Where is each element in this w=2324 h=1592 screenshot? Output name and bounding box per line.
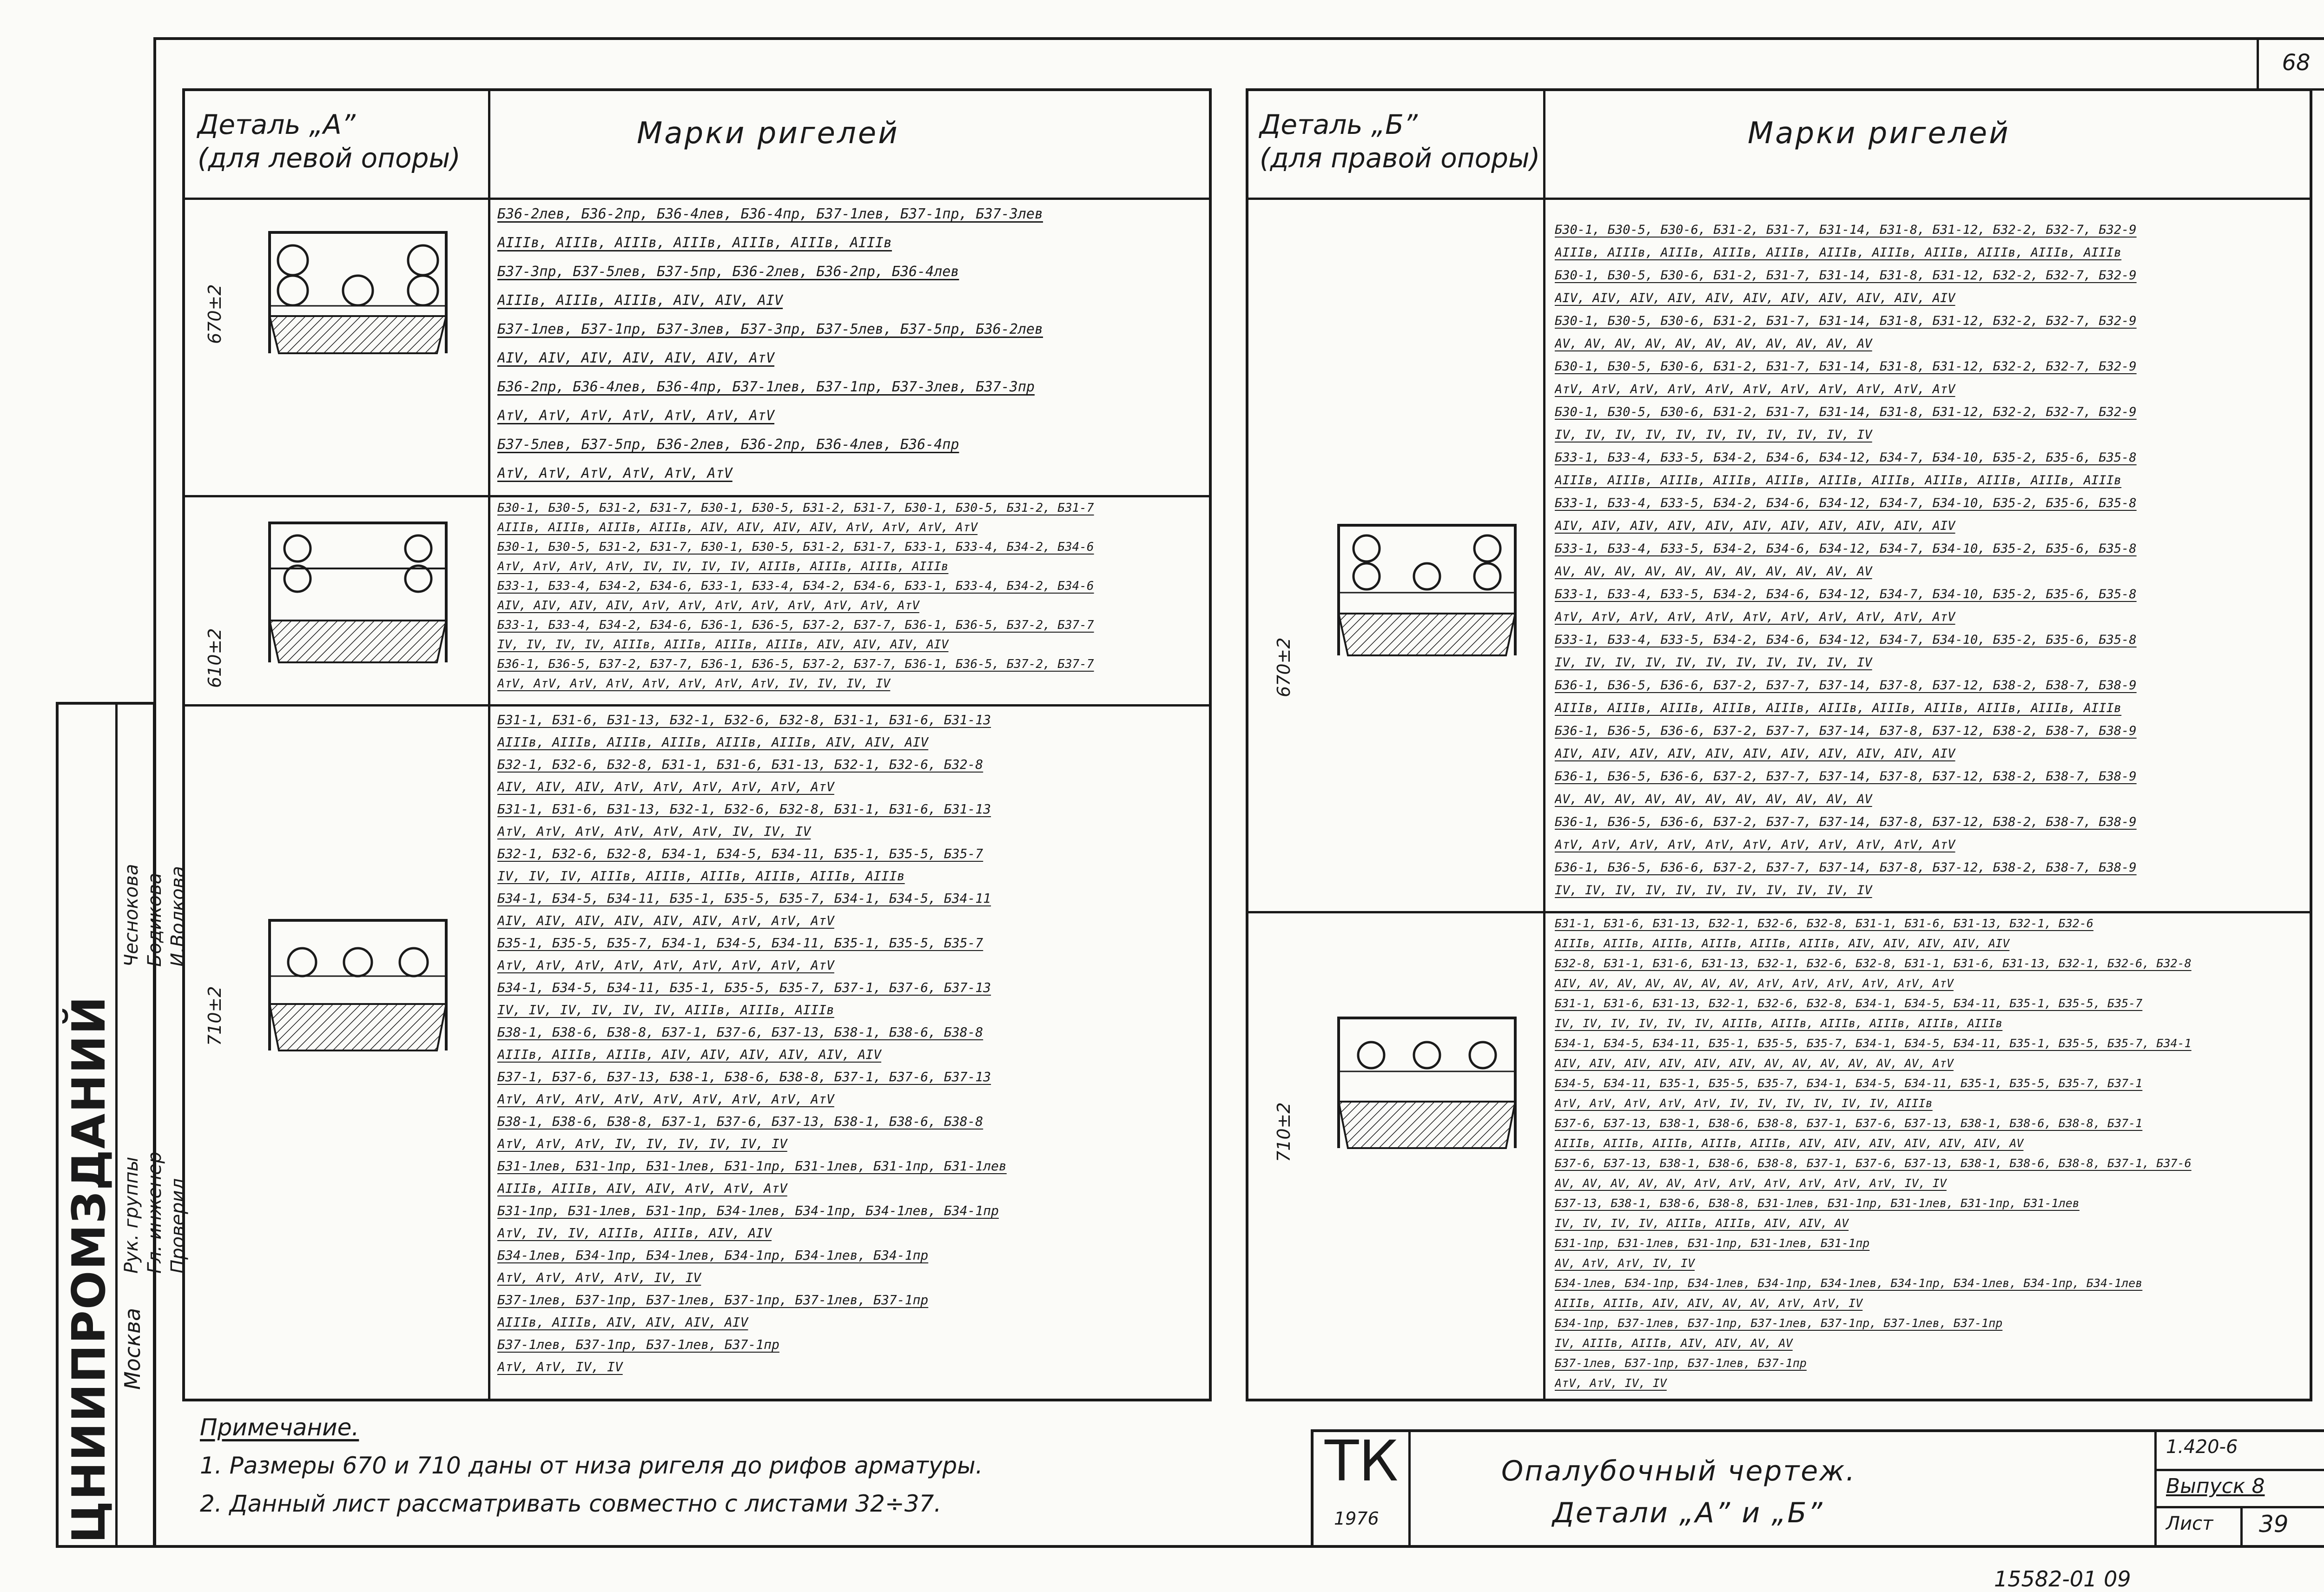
right-710-line: Б34-1лев, Б34-1пр, Б34-1лев, Б34-1пр, Б34-1лев, Б34-1пр, Б34-1лев, Б34-1пр, Б34-1лев — [1555, 1276, 2143, 1290]
sheet-no: 39 — [2259, 1511, 2289, 1538]
right-710-line: АтV, АтV, IV, IV — [1555, 1376, 1667, 1390]
right-670-line: Б33-1, Б33-4, Б33-5, Б34-2, Б34-6, Б34-12, Б34-7, Б34-10, Б35-2, Б35-6, Б35-8 — [1555, 496, 2137, 510]
right-710-line: Б37-13, Б38-1, Б38-6, Б38-8, Б31-1лев, Б31-1пр, Б31-1лев, Б31-1пр, Б31-1лев — [1555, 1196, 2080, 1210]
left-670-line — [497, 488, 1204, 493]
left-670-line: Б37-5лев, Б37-5пр, Б36-2лев, Б36-2пр, Б36-4лев, Б36-4пр — [497, 436, 959, 453]
right-710-line: АIIIв, АIIIв, АIIIв, АIIIв, АIIIв, АIIIв, АIV, АIV, АIV, АIV, АIV — [1555, 937, 2010, 950]
note-item-2: 2. Данный лист рассматривать совместно с листами 32÷37. — [200, 1490, 942, 1517]
right-670-line: АтV, АтV, АтV, АтV, АтV, АтV, АтV, АтV, АтV, АтV, АтV — [1555, 838, 1955, 852]
right-710-line: Б32-8, Б31-1, Б31-6, Б31-13, Б32-1, Б32-6, Б32-8, Б31-1, Б31-6, Б31-13, Б32-1, Б32-6, Б32-8 — [1555, 957, 2192, 970]
right-detail-710-sketch — [1315, 1009, 1538, 1157]
left-710-line: Б35-1, Б35-5, Б35-7, Б34-1, Б34-5, Б34-11, Б35-1, Б35-5, Б35-7 — [497, 935, 984, 951]
right-670-line: АV, АV, АV, АV, АV, АV, АV, АV, АV, АV, АV — [1555, 337, 1872, 351]
left-710-line: Б31-1, Б31-6, Б31-13, Б32-1, Б32-6, Б32-8, Б31-1, Б31-6, Б31-13 — [497, 712, 991, 727]
archive-code: 15582-01 09 — [1994, 1566, 2131, 1592]
right-670-line: Б33-1, Б33-4, Б33-5, Б34-2, Б34-6, Б34-12, Б34-7, Б34-10, Б35-2, Б35-6, Б35-8 — [1555, 450, 2137, 465]
right-detail-670-sketch — [1315, 516, 1538, 665]
left-710-line: Б32-1, Б32-6, Б32-8, Б31-1, Б31-6, Б31-13, Б32-1, Б32-6, Б32-8 — [497, 757, 984, 772]
left-670-line: Б36-2пр, Б36-4лев, Б36-4пр, Б37-1лев, Б37-1пр, Б37-3лев, Б37-3пр — [497, 379, 1035, 395]
right-670-line: Б33-1, Б33-4, Б33-5, Б34-2, Б34-6, Б34-12, Б34-7, Б34-10, Б35-2, Б35-6, Б35-8 — [1555, 587, 2137, 601]
right-710-line: АIIIв, АIIIв, АIV, АIV, АV, АV, АтV, АтV, IV — [1555, 1296, 1863, 1310]
right-710-line: IV, IV, IV, IV, IV, IV, АIIIв, АIIIв, АIIIв, АIIIв, АIIIв, АIIIв — [1555, 1017, 2003, 1030]
left-710-line: Б32-1, Б32-6, Б32-8, Б34-1, Б34-5, Б34-11, Б35-1, Б35-5, Б35-7 — [497, 846, 984, 861]
left-710-line: Б31-1, Б31-6, Б31-13, Б32-1, Б32-6, Б32-8, Б31-1, Б31-6, Б31-13 — [497, 801, 991, 817]
left-610-line: АIV, АIV, АIV, АIV, АтV, АтV, АтV, АтV, АтV, АтV, АтV, АтV — [497, 599, 919, 613]
left-710-line: Б37-1лев, Б37-1пр, Б37-1лев, Б37-1пр, Б37-1лев, Б37-1пр — [497, 1292, 929, 1308]
left-670-line: Б36-2лев, Б36-2пр, Б36-4лев, Б36-4пр, Б37-1лев, Б37-1пр, Б37-3лев — [497, 206, 1043, 222]
stamp-roles: Рук. группы Гл. инженер Проверил — [121, 1151, 189, 1274]
left-670-line: Б37-3пр, Б37-5лев, Б37-5пр, Б36-2лев, Б36-2пр, Б36-4лев — [497, 264, 959, 280]
right-670-line: Б36-1, Б36-5, Б36-6, Б37-2, Б37-7, Б37-14, Б37-8, Б37-12, Б38-2, Б38-7, Б38-9 — [1555, 769, 2137, 784]
left-row-710-marks — [497, 709, 1204, 1397]
left-710-line: Б34-1, Б34-5, Б34-11, Б35-1, Б35-5, Б35-7, Б37-1, Б37-6, Б37-13 — [497, 980, 991, 995]
left-710-line: Б38-1, Б38-6, Б38-8, Б37-1, Б37-6, Б37-13, Б38-1, Б38-6, Б38-8 — [497, 1114, 984, 1129]
right-670-line: Б36-1, Б36-5, Б36-6, Б37-2, Б37-7, Б37-14, Б37-8, Б37-12, Б38-2, Б38-7, Б38-9 — [1555, 724, 2137, 738]
right-670-line: Б36-1, Б36-5, Б36-6, Б37-2, Б37-7, Б37-14, Б37-8, Б37-12, Б38-2, Б38-7, Б38-9 — [1555, 678, 2137, 693]
right-670-line: АIV, АIV, АIV, АIV, АIV, АIV, АIV, АIV, АIV, АIV, АIV — [1555, 291, 1955, 305]
left-710-line: АIIIв, АIIIв, АIIIв, АIV, АIV, АIV, АIV, АIV, АIV — [497, 1047, 882, 1062]
left-710-line: Б31-1лев, Б31-1пр, Б31-1лев, Б31-1пр, Б31-1лев, Б31-1пр, Б31-1лев — [497, 1158, 1007, 1174]
left-610-line: Б33-1, Б33-4, Б34-2, Б34-6, Б36-1, Б36-5, Б37-2, Б37-7, Б36-1, Б36-5, Б37-2, Б37-7 — [497, 618, 1094, 632]
right-710-line: Б37-6, Б37-13, Б38-1, Б38-6, Б38-8, Б37-1, Б37-6, Б37-13, Б38-1, Б38-6, Б38-8, Б37-1 — [1555, 1116, 2143, 1130]
right-670-line: Б30-1, Б30-5, Б30-6, Б31-2, Б31-7, Б31-14, Б31-8, Б31-12, Б32-2, Б32-7, Б32-9 — [1555, 405, 2137, 419]
right-670-line: АV, АV, АV, АV, АV, АV, АV, АV, АV, АV, АV — [1555, 792, 1872, 806]
left-710-line: Б37-1лев, Б37-1пр, Б37-1лев, Б37-1пр — [497, 1337, 779, 1352]
right-710-line: АтV, АтV, АтV, АтV, АтV, IV, IV, IV, IV, IV, IV, АIIIв — [1555, 1097, 1933, 1110]
left-610-line: Б33-1, Б33-4, Б34-2, Б34-6, Б33-1, Б33-4, Б34-2, Б34-6, Б33-1, Б33-4, Б34-2, Б34-6 — [497, 579, 1094, 593]
right-710-line: IV, IV, IV, IV, АIIIв, АIIIв, АIV, АIV, АV — [1555, 1216, 1849, 1230]
stamp-names: Чеснокова Бодикова И.Волкова — [121, 864, 189, 967]
left-710-line: АтV, АтV, АтV, АтV, АтV, АтV, IV, IV, IV — [497, 824, 811, 839]
right-670-line: Б33-1, Б33-4, Б33-5, Б34-2, Б34-6, Б34-12, Б34-7, Б34-10, Б35-2, Б35-6, Б35-8 — [1555, 542, 2137, 556]
left-710-line: Б38-1, Б38-6, Б38-8, Б37-1, Б37-6, Б37-13, Б38-1, Б38-6, Б38-8 — [497, 1024, 984, 1040]
title-block-h1 — [2154, 1469, 2324, 1471]
left-710-line: АтV, АтV, IV, IV — [497, 1359, 623, 1374]
right-710-line: Б31-1пр, Б31-1лев, Б31-1пр, Б31-1лев, Б31-1пр — [1555, 1236, 1870, 1250]
left-710-line: АIIIв, АIIIв, АIV, АIV, АIV, АIV — [497, 1315, 748, 1330]
left-710-line: АтV, АтV, АтV, АтV, АтV, АтV, АтV, АтV, АтV — [497, 958, 834, 973]
right-670-line: АIV, АIV, АIV, АIV, АIV, АIV, АIV, АIV, АIV, АIV, АIV — [1555, 519, 1955, 533]
right-detail-header: Деталь „Б” (для правой опоры) — [1260, 109, 1540, 174]
left-dim-710: 710±2 — [205, 986, 225, 1046]
right-670-line: Б33-1, Б33-4, Б33-5, Б34-2, Б34-6, Б34-12, Б34-7, Б34-10, Б35-2, Б35-6, Б35-8 — [1555, 633, 2137, 647]
left-610-line: АIIIв, АIIIв, АIIIв, АIIIв, АIV, АIV, АIV, АIV, АтV, АтV, АтV, АтV — [497, 521, 978, 535]
tk-year: 1976 — [1334, 1508, 1379, 1529]
right-710-line: АIV, АIV, АIV, АIV, АIV, АIV, АV, АV, АV, АV, АV, АV, АтV — [1555, 1057, 1954, 1070]
right-710-line: Б37-1лев, Б37-1пр, Б37-1лев, Б37-1пр — [1555, 1356, 1807, 1370]
left-marks-header: Марки ригелей — [637, 116, 899, 151]
right-710-line: АV, АV, АV, АV, АV, АтV, АтV, АтV, АтV, АтV, АтV, IV, IV — [1555, 1176, 1947, 1190]
left-detail-610-sketch — [242, 514, 483, 672]
left-610-line: Б36-1, Б36-5, Б37-2, Б37-7, Б36-1, Б36-5, Б37-2, Б37-7, Б36-1, Б36-5, Б37-2, Б37-7 — [497, 657, 1094, 671]
left-710-line: АIIIв, АIIIв, АIIIв, АIIIв, АIIIв, АIIIв, АIV, АIV, АIV — [497, 734, 929, 750]
left-dim-610: 610±2 — [205, 628, 225, 688]
right-710-line: Б31-1, Б31-6, Б31-13, Б32-1, Б32-6, Б32-8, Б34-1, Б34-5, Б34-11, Б35-1, Б35-5, Б35-7 — [1555, 997, 2143, 1010]
left-610-line: Б30-1, Б30-5, Б31-2, Б31-7, Б30-1, Б30-5, Б31-2, Б31-7, Б33-1, Б33-4, Б34-2, Б34-6 — [497, 540, 1094, 554]
right-dim-670: 670±2 — [1274, 637, 1294, 697]
left-table-col-divider — [488, 88, 490, 1401]
drawing-title-line2: Детали „А” и „Б” — [1552, 1497, 1824, 1529]
left-710-line: Б31-1пр, Б31-1лев, Б31-1пр, Б34-1лев, Б34-1пр, Б34-1лев, Б34-1пр — [497, 1203, 999, 1218]
right-670-line: АтV, АтV, АтV, АтV, АтV, АтV, АтV, АтV, АтV, АтV, АтV — [1555, 382, 1955, 396]
left-710-line: Б34-1, Б34-5, Б34-11, Б35-1, Б35-5, Б35-7, Б34-1, Б34-5, Б34-11 — [497, 891, 991, 906]
left-710-line: АтV, АтV, АтV, IV, IV, IV, IV, IV, IV — [497, 1136, 787, 1151]
right-710-line: АIIIв, АIIIв, АIIIв, АIIIв, АIIIв, АIV, АIV, АIV, АIV, АIV, АIV, АV — [1555, 1136, 2024, 1150]
title-block-div3 — [2240, 1506, 2243, 1548]
stamp-city: Москва — [120, 1308, 145, 1390]
left-670-line: АтV, АтV, АтV, АтV, АтV, АтV — [497, 465, 733, 482]
left-710-line: Б34-1лев, Б34-1пр, Б34-1лев, Б34-1пр, Б34-1лев, Б34-1пр — [497, 1248, 929, 1263]
right-710-line: Б34-5, Б34-11, Б35-1, Б35-5, Б35-7, Б34-1, Б34-5, Б34-11, Б35-1, Б35-5, Б35-7, Б37-1 — [1555, 1077, 2143, 1090]
left-row-670-marks — [497, 200, 1204, 493]
right-710-line: АV, АтV, АтV, IV, IV — [1555, 1256, 1695, 1270]
right-710-line: Б37-6, Б37-13, Б38-1, Б38-6, Б38-8, Б37-1, Б37-6, Б37-13, Б38-1, Б38-6, Б38-8, Б37-1, Б37-6 — [1555, 1156, 2192, 1170]
right-670-line: Б36-1, Б36-5, Б36-6, Б37-2, Б37-7, Б37-14, Б37-8, Б37-12, Б38-2, Б38-7, Б38-9 — [1555, 860, 2137, 875]
left-detail-670-sketch — [242, 223, 483, 363]
right-table-col-divider — [1543, 88, 1545, 1401]
notes-block — [200, 1408, 983, 1523]
left-670-line: Б37-1лев, Б37-1пр, Б37-3лев, Б37-3пр, Б37-5лев, Б37-5пр, Б36-2лев — [497, 321, 1043, 337]
sheet-label: Лист — [2166, 1513, 2213, 1534]
right-710-line: Б34-1пр, Б37-1лев, Б37-1пр, Б37-1лев, Б37-1пр, Б37-1лев, Б37-1пр — [1555, 1316, 2003, 1330]
right-670-line: IV, IV, IV, IV, IV, IV, IV, IV, IV, IV, IV — [1555, 883, 1872, 898]
right-710-line: АIV, АV, АV, АV, АV, АV, АV, АтV, АтV, АтV, АтV, АтV, АтV — [1555, 977, 1954, 990]
right-670-line: АIV, АIV, АIV, АIV, АIV, АIV, АIV, АIV, АIV, АIV, АIV — [1555, 746, 1955, 761]
left-row1-divider — [182, 495, 1212, 497]
right-670-line: АV, АV, АV, АV, АV, АV, АV, АV, АV, АV, АV — [1555, 564, 1872, 579]
right-670-line: АтV, АтV, АтV, АтV, АтV, АтV, АтV, АтV, АтV, АтV, АтV — [1555, 610, 1955, 624]
right-marks-header: Марки ригелей — [1748, 116, 2010, 151]
right-row-710-marks — [1555, 913, 2308, 1397]
sheet-number: 68 — [2257, 37, 2324, 91]
title-block-h2 — [2154, 1506, 2324, 1508]
left-610-line: Б30-1, Б30-5, Б31-2, Б31-7, Б30-1, Б30-5, Б31-2, Б31-7, Б30-1, Б30-5, Б31-2, Б31-7 — [497, 501, 1094, 515]
title-block-div1 — [1408, 1429, 1411, 1548]
right-670-line: Б30-1, Б30-5, Б30-6, Б31-2, Б31-7, Б31-14, Б31-8, Б31-12, Б32-2, Б32-7, Б32-9 — [1555, 314, 2137, 328]
tk-mark: ТК — [1325, 1429, 1399, 1494]
right-670-line: IV, IV, IV, IV, IV, IV, IV, IV, IV, IV, IV — [1555, 428, 1872, 442]
notes-title: Примечание. — [200, 1414, 359, 1441]
right-670-line: АIIIв, АIIIв, АIIIв, АIIIв, АIIIв, АIIIв, АIIIв, АIIIв, АIIIв, АIIIв, АIIIв — [1555, 245, 2122, 260]
left-710-line: IV, IV, IV, IV, IV, IV, АIIIв, АIIIв, АIIIв — [497, 1002, 834, 1017]
right-670-line: Б30-1, Б30-5, Б30-6, Б31-2, Б31-7, Б31-14, Б31-8, Б31-12, Б32-2, Б32-7, Б32-9 — [1555, 223, 2137, 237]
left-dim-670: 670±2 — [205, 284, 225, 344]
left-670-line: АIIIв, АIIIв, АIIIв, АIIIв, АIIIв, АIIIв, АIIIв — [497, 235, 892, 251]
left-row2-divider — [182, 704, 1212, 707]
left-710-line: АIIIв, АIIIв, АIV, АIV, АтV, АтV, АтV — [497, 1181, 787, 1196]
right-710-line: IV, АIIIв, АIIIв, АIV, АIV, АV, АV — [1555, 1336, 1793, 1350]
left-row-610-marks — [497, 498, 1204, 703]
left-710-line: АтV, АтV, АтV, АтV, IV, IV — [497, 1270, 701, 1285]
title-block-div2 — [2154, 1429, 2157, 1548]
left-670-line: АIIIв, АIIIв, АIIIв, АIV, АIV, АIV — [497, 292, 783, 309]
right-670-line: Б30-1, Б30-5, Б30-6, Б31-2, Б31-7, Б31-14, Б31-8, Б31-12, Б32-2, Б32-7, Б32-9 — [1555, 359, 2137, 374]
right-dim-710: 710±2 — [1274, 1102, 1294, 1162]
right-710-line: Б34-1, Б34-5, Б34-11, Б35-1, Б35-5, Б35-7, Б34-1, Б34-5, Б34-11, Б35-1, Б35-5, Б35-7, Б34-1 — [1555, 1037, 2192, 1050]
right-670-line: АIIIв, АIIIв, АIIIв, АIIIв, АIIIв, АIIIв, АIIIв, АIIIв, АIIIв, АIIIв, АIIIв — [1555, 701, 2122, 715]
stamp-org: ЦНИИПРОМЗДАНИЙ — [63, 995, 116, 1543]
right-670-line: Б30-1, Б30-5, Б30-6, Б31-2, Б31-7, Б31-14, Б31-8, Б31-12, Б32-2, Б32-7, Б32-9 — [1555, 268, 2137, 283]
left-610-line: IV, IV, IV, IV, АIIIв, АIIIв, АIIIв, АIIIв, АIV, АIV, АIV, АIV — [497, 638, 949, 652]
right-670-line: АIIIв, АIIIв, АIIIв, АIIIв, АIIIв, АIIIв, АIIIв, АIIIв, АIIIв, АIIIв, АIIIв — [1555, 473, 2122, 488]
right-670-line: Б36-1, Б36-5, Б36-6, Б37-2, Б37-7, Б37-14, Б37-8, Б37-12, Б38-2, Б38-7, Б38-9 — [1555, 815, 2137, 829]
right-row-670-marks — [1555, 218, 2308, 906]
right-header-divider — [1246, 198, 2312, 200]
note-item-1: 1. Размеры 670 и 710 даны от низа ригеля до рифов арматуры. — [200, 1452, 983, 1479]
left-710-line: IV, IV, IV, АIIIв, АIIIв, АIIIв, АIIIв, АIIIв, АIIIв — [497, 868, 905, 884]
series-code: 1.420-6 — [2166, 1436, 2238, 1458]
left-670-line: АтV, АтV, АтV, АтV, АтV, АтV, АтV — [497, 408, 775, 424]
right-710-line: Б31-1, Б31-6, Б31-13, Б32-1, Б32-6, Б32-8, Б31-1, Б31-6, Б31-13, Б32-1, Б32-6 — [1555, 917, 2093, 930]
left-detail-710-sketch — [242, 911, 483, 1060]
left-710-line: АтV, АтV, АтV, АтV, АтV, АтV, АтV, АтV, АтV — [497, 1091, 834, 1107]
left-710-line: АтV, IV, IV, АIIIв, АIIIв, АIV, АIV — [497, 1225, 772, 1241]
left-670-line: АIV, АIV, АIV, АIV, АIV, АIV, АтV — [497, 350, 775, 366]
drawing-title-line1: Опалубочный чертеж. — [1501, 1455, 1856, 1487]
left-610-line: АтV, АтV, АтV, АтV, АтV, АтV, АтV, АтV, IV, IV, IV, IV — [497, 677, 891, 691]
left-610-line: АтV, АтV, АтV, АтV, IV, IV, IV, IV, АIIIв, АIIIв, АIIIв, АIIIв — [497, 560, 949, 574]
left-detail-header: Деталь „А” (для левой опоры) — [198, 109, 461, 174]
left-710-line: АIV, АIV, АIV, АIV, АIV, АIV, АтV, АтV, АтV — [497, 913, 834, 928]
issue-label: Выпуск 8 — [2166, 1474, 2265, 1498]
right-670-line: IV, IV, IV, IV, IV, IV, IV, IV, IV, IV, IV — [1555, 655, 1872, 670]
left-710-line: Б37-1, Б37-6, Б37-13, Б38-1, Б38-6, Б38-8, Б37-1, Б37-6, Б37-13 — [497, 1069, 991, 1084]
left-710-line: АIV, АIV, АIV, АтV, АтV, АтV, АтV, АтV, АтV — [497, 779, 834, 794]
